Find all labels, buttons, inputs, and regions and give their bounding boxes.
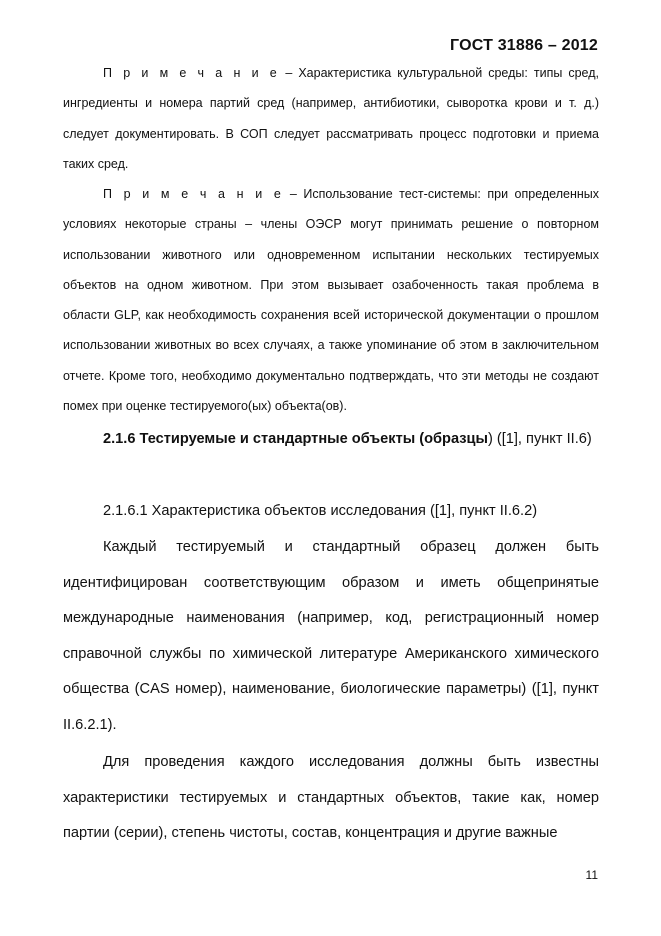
section-heading-2-1-6-1 bbox=[63, 494, 599, 530]
body-paragraph-2 bbox=[63, 745, 599, 852]
note-label: П р и м е ч а н и е bbox=[103, 66, 280, 80]
note-paragraph-1 bbox=[63, 58, 599, 179]
note-label: П р и м е ч а н и е bbox=[103, 187, 284, 201]
paragraph-text: Для проведения каждого исследования должны быть известны характеристики тестируемых и стандартных объектов, такие как, номер партии (серии), степень чистоты, состав, концентрация и другие важные bbox=[63, 754, 599, 842]
section-reference: ) ([1], пункт II.6) bbox=[487, 431, 592, 447]
section-title: 2.1.6 Тестируемые и стандартные объекты (образцы bbox=[103, 431, 488, 447]
note-text: – Использование тест-системы: при определенных условиях некоторые страны – члены ОЭСР могут принимать решение о повторном использовании животного или одновременном испытании нескольких тестируемых объектов на одном животном. При этом вызывает озабоченность такая проблема в области GLP, как необходимость сохранения всей исторической документации о прошлом использовании животных во всех случаях, а также упоминание об этом в заключительном отчете. Кроме того, необходимо документально подтверждать, что эти методы не создают помех при оценке тестируемого(ых) объекта(ов). bbox=[63, 187, 599, 414]
note-paragraph-2 bbox=[63, 179, 599, 421]
paragraph-text: Каждый тестируемый и стандартный образец должен быть идентифицирован соответствующим образом и иметь общепринятые международные наименования (например, код, регистрационный номер справочной службы по химической литературе Американского химического общества (CAS номер), наименование, биологические параметры) ([1], пункт II.6.2.1). bbox=[63, 539, 599, 733]
section-heading-2-1-6 bbox=[63, 422, 599, 458]
page-number: 11 bbox=[585, 868, 598, 882]
document-header: ГОСТ 31886 – 2012 bbox=[450, 37, 598, 54]
subsection-title: 2.1.6.1 Характеристика объектов исследования ([1], пункт II.6.2) bbox=[103, 503, 538, 519]
body-paragraph-1 bbox=[63, 530, 599, 744]
note-text: – Характеристика культуральной среды: типы сред, ингредиенты и номера партий сред (например, антибиотики, сыворотка крови и т. д.) следует документировать. В СОП следует рассматривать процесс подготовки и приема таких сред. bbox=[63, 66, 599, 171]
